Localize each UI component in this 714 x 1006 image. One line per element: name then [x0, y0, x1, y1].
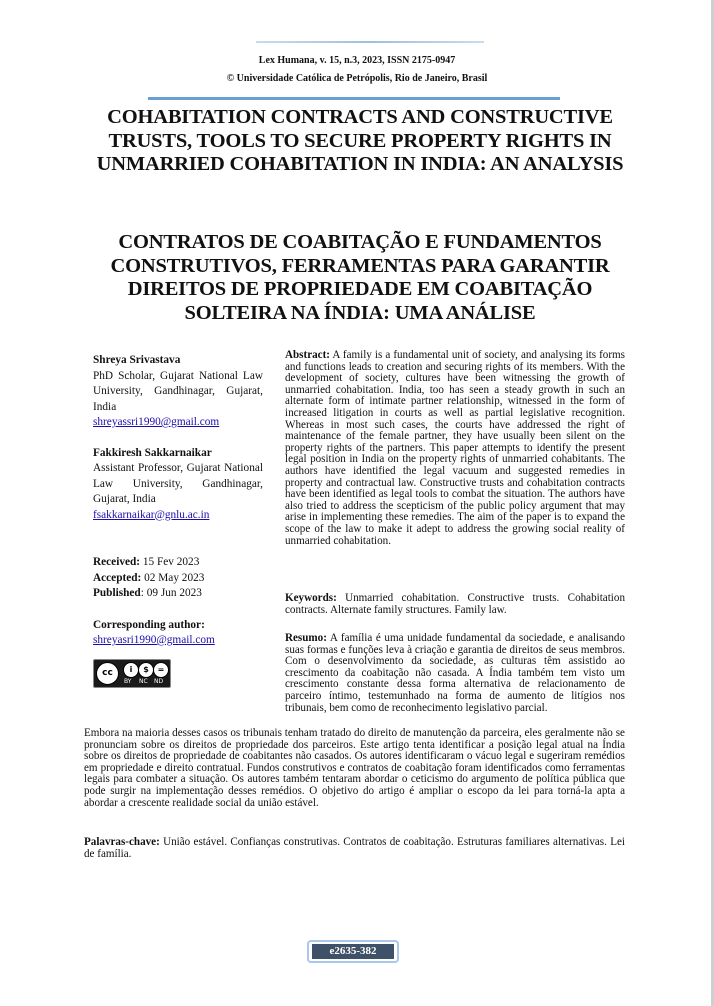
journal-citation: Lex Humana, v. 15, n.3, 2023, ISSN 2175-0947	[258, 55, 456, 66]
received-date: Received: 15 Fev 2023	[93, 556, 200, 568]
author-name: Fakkiresh Sakkarnaikar	[93, 446, 212, 459]
author-email-link[interactable]: shreyassri1990@gmail.com	[93, 416, 220, 428]
header-top-rule	[256, 41, 484, 43]
university-copyright: © Universidade Católica de Petrópolis, Rio de Janeiro, Brasil	[226, 73, 488, 84]
resumo	[285, 633, 625, 714]
license-by-label: BY	[124, 677, 132, 685]
keywords-label: Keywords:	[285, 592, 337, 604]
palavras-chave	[84, 837, 625, 860]
article-dates	[93, 555, 263, 602]
author-sidebar	[93, 353, 263, 688]
accepted-date: Accepted: 02 May 2023	[93, 571, 205, 584]
license-nd-label: ND	[154, 677, 164, 685]
author-affiliation: PhD Scholar, Gujarat National Law University, Gandhinagar, Gujarat, India	[93, 369, 263, 413]
palavras-chave-label: Palavras-chave:	[84, 836, 160, 848]
resumo-continuation: Embora na maioria desses casos os tribunais tenham tratado do direito de manutenção da parceira, eles geralmente não se pronunciam sobre os direitos de propriedade dos parceiros. Este artigo tenta identificar a posição legal atual na Índia sobre os direitos de propriedade de coabitantes não casados. Os autores identificaram o vácuo legal e sugeriram remédios em propriedade e direito contratual. Fundos construtivos e contratos de coabitação foram identificados como ferramentas legais para combater a situação. Os autores também tentaram abordar o ceticismo do argumento de política pública que pode surgir na implementação desses remédios. O objetivo do artigo é ampliar o escopo da lei para torná-la apta a abordar a crescente realidade social da união estável.	[84, 727, 625, 809]
keywords-text: Unmarried cohabitation. Constructive trusts. Cohabitation contracts. Alternate family structures. Family law.	[285, 592, 625, 616]
published-date: Published: 09 Jun 2023	[93, 587, 202, 599]
license-nc-label: NC	[139, 677, 148, 685]
title-portuguese: CONTRATOS DE COABITAÇÃO E FUNDAMENTOS CONSTRUTIVOS, FERRAMENTAS PARA GARANTIR DIREITOS DE PROPRIEDADE EM COABITAÇÃO SOLTEIRA NA ÍNDIA: UMA ANÁLISE	[110, 231, 610, 324]
author-name: Shreya Srivastava	[93, 354, 181, 366]
abstract-text: A family is a fundamental unit of society, and analysing its forms and functions leads to creation and securing rights of its members. With the development of society, cultures have been witnessing the growth of unmarried cohabitation. India, too has seen a steady growth in such an alternate form of intimate partner relationship, witnessed in the form of increased litigation in courts as well as partial legislative recognition. Whereas in most such cases, the courts have addressed the right of maintenance of the female partner, they have usually been silent on the property rights of the partners. This paper attempts to identify the present legal position in India on the property rights of unmarried cohabitants. The authors have identified the legal vacuum and suggested remedies in property and contractual law. Constructive trusts and cohabitation contracts have been identified as legal tools to combat the situation. The authors have also tried to address the scepticism of the public policy argument that may arise in implementing these remedies. The aim of the paper is to expand the scope of the law to make it adept to address the growing social reality of unmarried cohabitation.	[285, 349, 625, 547]
palavras-chave-text: União estável. Confianças construtivas. Contratos de coabitação. Estruturas familiares alternativas. Lei de família.	[84, 836, 625, 860]
cc-icon: cc	[96, 662, 119, 685]
noncommercial-icon: $	[138, 662, 154, 678]
page-id: e2635-382	[312, 944, 394, 959]
keywords	[285, 593, 625, 616]
abstract-label: Abstract:	[285, 349, 330, 361]
corresponding-author-label: Corresponding author:	[93, 618, 205, 631]
resumo-text: A família é uma unidade fundamental da sociedade, e analisando suas formas e funções leva à criação e garantia de direitos de seus membros. Com o desenvolvimento da sociedade, as culturas têm assistido ao crescimento da coabitação não casada. A Índia também tem visto um crescimento constante dessa forma alternativa de relacionamento de parceiro íntimo, testemunhado na forma de aumento de litígios nos tribunais, bem como de reconhecimento legislativo parcial.	[285, 632, 625, 714]
author-block	[93, 353, 263, 431]
cc-by-nc-nd-icon[interactable]	[93, 659, 171, 688]
author-block	[93, 446, 263, 524]
author-email-link[interactable]: fsakkarnaikar@gnlu.ac.in	[93, 508, 210, 521]
noderivatives-icon: =	[153, 662, 169, 678]
attribution-icon: i	[123, 662, 139, 678]
page-id-badge	[307, 940, 399, 963]
author-affiliation: Assistant Professor, Gujarat National Law University, Gandhinagar, Gujarat, India	[93, 462, 263, 505]
corresponding-email-link[interactable]: shreyasri1990@gmail.com	[93, 634, 215, 646]
title-english: COHABITATION CONTRACTS AND CONSTRUCTIVE TRUSTS, TOOLS TO SECURE PROPERTY RIGHTS IN UNMARRIED COHABITATION IN INDIA: AN ANALYSIS	[96, 106, 624, 175]
resumo-label: Resumo:	[285, 632, 327, 644]
header-divider	[148, 97, 560, 100]
abstract	[285, 350, 625, 547]
